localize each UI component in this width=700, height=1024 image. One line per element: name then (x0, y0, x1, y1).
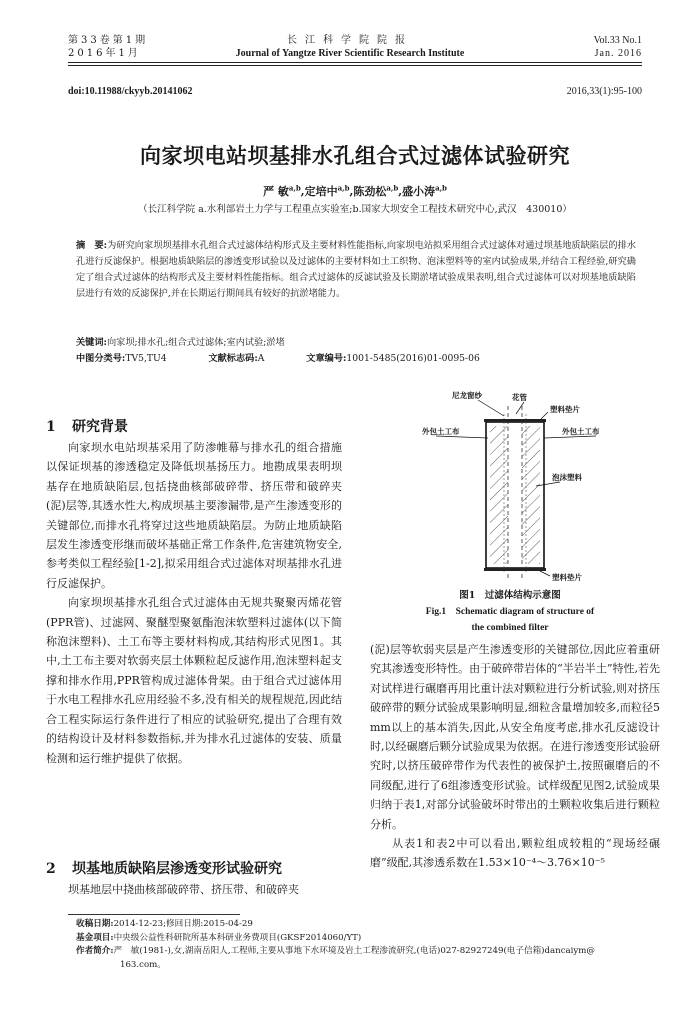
fund-value: 中央级公益性科研院所基本科研业务费项目(GKSF2014060/YT) (113, 932, 362, 943)
pad-bottom (484, 568, 546, 571)
foam-left (490, 426, 508, 564)
section-1-heading (46, 416, 128, 436)
section-1-paragraph-1: 向家坝水电站坝基采用了防渗帷幕与排水孔的组合措施以保证坝基的渗透稳定及降低坝基扬压力。地勘成果表明坝基存在地质缺陷层,包括挠曲核部破碎带、挤压带和破碎夹(泥)层等,其透水性大,构成坝基主要渗漏带,是产生渗透变形的关键部位,而排水孔将穿过这些地质缺陷层。为防止地质缺陷层发生渗透变形继而破坏基础正常工作条件,危害建筑物安全,参考类似工程经验[1-2],拟采用组合式过滤体对坝基排水孔进行反滤保护。 (46, 441, 342, 590)
right-paragraph-continued: (泥)层等软弱夹层是产生渗透变形的关键部位,因此应着重研究其渗透变形特性。由于破碎带岩体的“半岩半土”特性,若先对试样进行碾磨再用比重计法对颗粒进行分析试验,则对挤压破碎带的颗分试验成果影响明显,细粒含量增加较多,而粒径5 mm以上的基本消失,因此,从安全角度考虑,排水孔反滤设计时,以经碾磨后颗分试验成果为依据。在进行渗透变形试验研究时,以挤压破碎带作为代表性的被保护土,按照碾磨后的不同级配,进行了6组渗透变形试验。试样级配见图2,试验成果归纳于表1,对部分试验破坏时带出的土颗粒收集后进行颗粒分析。 (370, 643, 660, 831)
abstract-label: 摘 要: (76, 240, 108, 251)
received-value: 2014-12-23;修回日期:2015-04-29 (113, 919, 253, 929)
keywords-text: 向家坝;排水孔;组合式过滤体;室内试验;淤堵 (106, 337, 285, 348)
leader-pad-top (540, 412, 548, 420)
leader-pad-bottom (540, 571, 550, 576)
section-2-body (46, 880, 342, 899)
footnote-author-cont: 163.com。 (120, 959, 166, 970)
author-label: 作者简介: (76, 946, 114, 956)
header-volume-cn: 第33卷第1期 (68, 35, 149, 46)
clc-value: TV5,TU4 (125, 353, 167, 364)
doccode-label: 文献标志码: (208, 353, 258, 364)
figure-1 (400, 386, 640, 586)
label-pipe: 花管 (512, 393, 527, 402)
figure-1-caption-en-2: the combined filter (471, 623, 549, 633)
keywords-label: 关键词: (76, 337, 107, 348)
received-label: 收稿日期: (76, 919, 114, 929)
section-2-title: 坝基地质缺陷层渗透变形试验研究 (72, 861, 282, 877)
citation: 2016,33(1):95-100 (566, 86, 642, 97)
section-2-heading (46, 858, 282, 878)
figure-1-caption (360, 588, 660, 636)
classification-row (76, 350, 636, 364)
author-info: 严 敏(1981-),女,湖南岳阳人,工程师,主要从事地下水环境及岩土工程渗流研究,(电话)027-82927249(电子信箱)dancaiym@ (113, 946, 595, 956)
affiliation: （长江科学院 a.水利部岩土力学与工程重点实验室;b.国家大坝安全工程技术研究中心,武汉 430010） (138, 204, 572, 215)
clc-label: 中图分类号: (76, 353, 126, 364)
label-plastic-pad-top: 塑料垫片 (550, 405, 580, 414)
journal-title-cn: 长江科学院院报 (287, 35, 413, 46)
label-geotextile-right: 外包土工布 (562, 427, 600, 436)
label-nylon-mesh: 尼龙窗纱 (452, 391, 482, 400)
footnote (76, 918, 642, 972)
right-paragraph-next: 从表1和表2中可以看出,颗粒组成较粗的“现场经碾磨”级配,其渗透系数在1.53×10⁻⁴～3.76×10⁻⁵ (370, 837, 660, 870)
footnote-fund (76, 932, 642, 946)
abstract (76, 238, 636, 302)
footnote-author (76, 945, 642, 959)
article-no-label: 文章编号: (306, 353, 347, 364)
figure-1-caption-cn: 图1 过滤体结构示意图 (459, 590, 561, 601)
header-rule (68, 62, 642, 63)
foam-right (522, 426, 540, 564)
article-no-value: 1001-5485(2016)01-0095-06 (346, 353, 480, 364)
header-date-cn: 2016年1月 (68, 48, 141, 59)
label-geotextile-left: 外包土工布 (422, 427, 460, 436)
figure-1-caption-en-1: Fig.1 Schematic diagram of structure of (425, 607, 595, 617)
journal-title-en: Journal of Yangtze River Scientific Research Institute (235, 48, 465, 59)
paper-title: 向家坝电站坝基排水孔组合式过滤体试验研究 (140, 143, 570, 168)
right-column-body (370, 640, 660, 873)
footnote-rule (68, 914, 240, 915)
leader-pipe (516, 402, 524, 414)
figure-1-diagram (400, 386, 640, 586)
doi[interactable]: doi:10.11988/ckyyb.20141062 (68, 86, 193, 97)
label-foam: 泡沫塑料 (552, 473, 582, 482)
doccode-value: A (257, 353, 265, 364)
abstract-text: 为研究向家坝坝基排水孔组合式过滤体结构形式及主要材料性能指标,向家坝电站拟采用组合式过滤体对通过坝基地质缺陷层的排水孔进行反滤保护。根据地质缺陷层的渗透变形试验以及过滤体的主要材料如土工织物、泡沫塑料等的室内试验成果,并结合工程经验,研究确定了组合式过滤体的结构形式及主要材料性能指标。组合式过滤体的反滤试验及长期淤堵试验成果表明,组合式过滤体可以对坝基地质缺陷层进行有效的反滤保护,并在长期运行期间具有较好的抗淤堵能力。 (76, 240, 636, 299)
header-volume-en: Vol.33 No.1 (593, 35, 642, 46)
section-1-title: 研究背景 (72, 419, 128, 435)
section-1-body (46, 438, 342, 768)
keywords (76, 334, 285, 348)
header-rule-thin (68, 65, 642, 66)
label-plastic-pad-bottom: 塑料垫片 (552, 573, 582, 582)
header-date-en: Jan. 2016 (594, 48, 642, 59)
authors-text: 严 敏$^{a,b}$,定培中$^{a,b}$,陈劲松$^{a,b}$,盛小涛$^{a,b}$ (263, 183, 447, 198)
section-2-paragraph-1: 坝基地层中挠曲核部破碎带、挤压带、和破碎夹 (68, 883, 299, 896)
pad-top (484, 419, 546, 422)
footnote-received (76, 918, 642, 932)
section-1-number: 1 (46, 419, 56, 435)
authors (60, 183, 650, 199)
section-1-paragraph-2: 向家坝坝基排水孔组合式过滤体由无规共聚聚丙烯花管(PPR管)、过滤网、聚醚型聚氨酯泡沫软塑料过滤体(以下简称泡沫塑料)、土工布等主要材料构成,其结构形式见图1。其中,土工布主要对软弱夹层土体颗粒起反滤作用,泡沫塑料起支撑和排水作用,PPR管构成过滤体骨架。由于组合式过滤体用于水电工程排水孔应用经验不多,没有相关的规程规范,因此结合工程实际运行条件进行了相应的试验研究,提出了合理有效的结构设计及材料参数指标,并为排水孔过滤体的安装、质量检测和运行维护提供了依据。 (46, 596, 342, 765)
leader-nylon (478, 400, 504, 416)
section-2-number: 2 (46, 861, 56, 877)
fund-label: 基金项目: (76, 932, 114, 943)
